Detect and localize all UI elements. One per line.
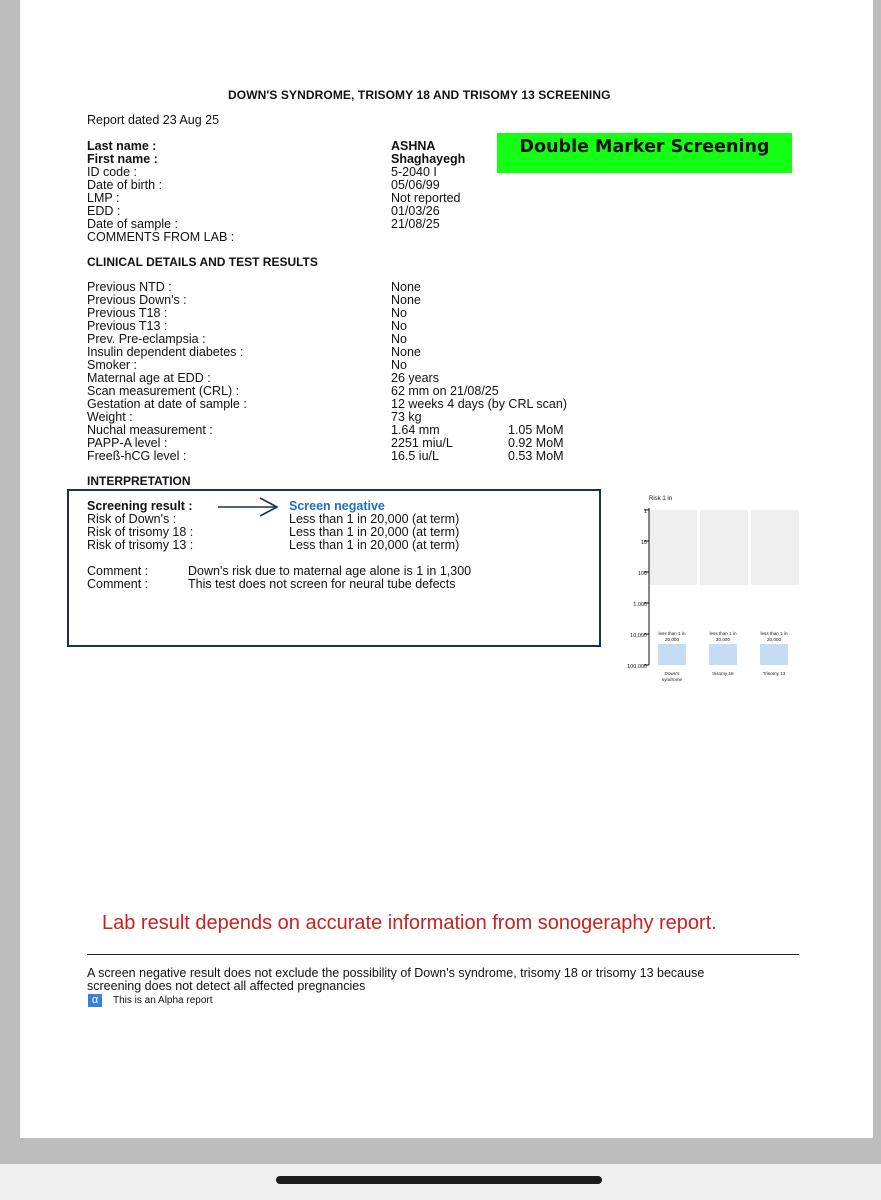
risk-chart [614, 490, 804, 690]
footer-divider [87, 954, 799, 955]
clinical-value: 2251 miu/L [391, 436, 453, 450]
risk-value: Less than 1 in 20,000 (at term) [289, 538, 460, 552]
arrow-right-icon [216, 496, 282, 520]
clinical-label: Freeß-hCG level : [87, 449, 187, 463]
result-label: Risk of trisomy 13 : [87, 538, 194, 552]
result-label: Screening result : [87, 499, 193, 513]
comment-labels [87, 565, 148, 591]
comment-text: This test does not screen for neural tube defects [188, 577, 456, 591]
patient-value: 01/03/26 [391, 204, 440, 218]
chart-bar-label: less than 1 in [709, 631, 737, 636]
clinical-label: Prev. Pre-eclampsia : [87, 332, 206, 346]
chart-category-label: trisomy 18 [712, 671, 734, 676]
clinical-label: Gestation at date of sample : [87, 397, 247, 411]
report-title: DOWN'S SYNDROME, TRISOMY 18 AND TRISOMY 13 SCREENING [228, 88, 611, 102]
chart-y-tick-label: 10,000 [630, 633, 647, 639]
patient-value: ASHNA [391, 139, 436, 153]
chart-panel [700, 510, 748, 585]
patient-label: Date of sample : [87, 217, 179, 231]
chart-bar-label: less than 1 in [760, 631, 788, 636]
clinical-label: Weight : [87, 410, 133, 424]
result-labels [87, 500, 193, 552]
chart-bar-trisomy-13 [760, 644, 788, 665]
chart-category-label: syndrome [661, 677, 683, 682]
alpha-note: This is an Alpha report [113, 995, 213, 1006]
chart-y-tick-label: 1,000 [633, 602, 647, 608]
clinical-label: Insulin dependent diabetes : [87, 345, 244, 359]
chart-bar-label: less than 1 in [658, 631, 686, 636]
result-label: Risk of trisomy 18 : [87, 525, 194, 539]
clinical-value: 1.64 mm [391, 423, 440, 437]
footer-note-line: A screen negative result does not exclude the possibility of Down's syndrome, trisomy 18 or trisomy 13 because [87, 966, 705, 980]
mom-values [508, 424, 564, 463]
comments [188, 565, 471, 591]
patient-label: EDD : [87, 204, 121, 218]
patient-value: 21/08/25 [391, 217, 440, 231]
patient-value: 05/06/99 [391, 178, 440, 192]
mom-value: 0.92 MoM [508, 436, 564, 450]
clinical-labels [87, 281, 247, 463]
chart-y-tick-label: 1 [643, 509, 647, 515]
clinical-label: PAPP-A level : [87, 436, 168, 450]
alpha-logo-icon: α [88, 994, 102, 1007]
footer-note [87, 967, 704, 993]
patient-values [391, 140, 465, 231]
clinical-value: None [391, 345, 421, 359]
patient-value: Not reported [391, 191, 461, 205]
mom-value: 1.05 MoM [508, 423, 564, 437]
clinical-value: No [391, 358, 407, 372]
chart-panel [649, 510, 697, 585]
clinical-value: 26 years [391, 371, 439, 385]
chart-y-tick-label: 10 [640, 540, 647, 546]
comment-text: Down's risk due to maternal age alone is 1 in 1,300 [188, 564, 472, 578]
patient-label: Last name : [87, 139, 157, 153]
clinical-value: 73 kg [391, 410, 422, 424]
lab-disclaimer: Lab result depends on accurate information from sonogeraphy report. [102, 912, 717, 934]
screening-result-value: Screen negative [289, 499, 385, 513]
patient-label: Date of birth : [87, 178, 163, 192]
clinical-label: Previous NTD : [87, 280, 172, 294]
chart-bar-trisomy-18 [709, 644, 737, 665]
clinical-label: Scan measurement (CRL) : [87, 384, 240, 398]
clinical-value: 12 weeks 4 days (by CRL scan) [391, 397, 568, 411]
chart-category-label: Down's [664, 671, 680, 676]
patient-label: LMP : [87, 191, 120, 205]
clinical-value: None [391, 280, 421, 294]
clinical-label: Previous Down's : [87, 293, 187, 307]
chart-title: Risk 1 in [649, 496, 673, 502]
clinical-value: 16.5 iu/L [391, 449, 439, 463]
chart-category-label: Trisomy 13 [762, 671, 786, 676]
footer-note-line: screening does not detect all affected pregnancies [87, 979, 366, 993]
risk-value: Less than 1 in 20,000 (at term) [289, 525, 460, 539]
clinical-label: Nuchal measurement : [87, 423, 213, 437]
chart-bar-label: 20,000 [766, 637, 782, 642]
comment-label: Comment : [87, 577, 149, 591]
clinical-value: No [391, 332, 407, 346]
chart-y-tick-label: 100,000 [627, 664, 647, 670]
patient-label: First name : [87, 152, 158, 166]
clinical-value: No [391, 319, 407, 333]
patient-label: ID code : [87, 165, 138, 179]
chart-bar-label: 20,000 [664, 637, 680, 642]
clinical-value: 62 mm on 21/08/25 [391, 384, 499, 398]
result-label: Risk of Down's : [87, 512, 177, 526]
patient-value: 5-2040 I [391, 165, 437, 179]
clinical-label: Smoker : [87, 358, 138, 372]
patient-labels [87, 140, 234, 244]
clinical-label: Previous T13 : [87, 319, 168, 333]
chart-bar-downs [658, 644, 686, 665]
patient-label: COMMENTS FROM LAB : [87, 230, 235, 244]
patient-value: Shaghayegh [391, 152, 466, 166]
result-values [289, 500, 459, 552]
chart-y-tick-label: 100 [637, 571, 647, 577]
clinical-label: Maternal age at EDD : [87, 371, 211, 385]
clinical-label: Previous T18 : [87, 306, 168, 320]
risk-value: Less than 1 in 20,000 (at term) [289, 512, 460, 526]
clinical-value: None [391, 293, 421, 307]
interpretation-heading: INTERPRETATION [87, 474, 191, 488]
home-indicator[interactable] [276, 1176, 602, 1184]
chart-bar-label: 20,000 [715, 637, 731, 642]
clinical-heading: CLINICAL DETAILS AND TEST RESULTS [87, 255, 318, 269]
comment-label: Comment : [87, 564, 149, 578]
report-date: Report dated 23 Aug 25 [87, 113, 220, 127]
clinical-value: No [391, 306, 407, 320]
chart-panel [751, 510, 799, 585]
double-marker-banner: Double Marker Screening [497, 133, 792, 173]
mom-value: 0.53 MoM [508, 449, 564, 463]
